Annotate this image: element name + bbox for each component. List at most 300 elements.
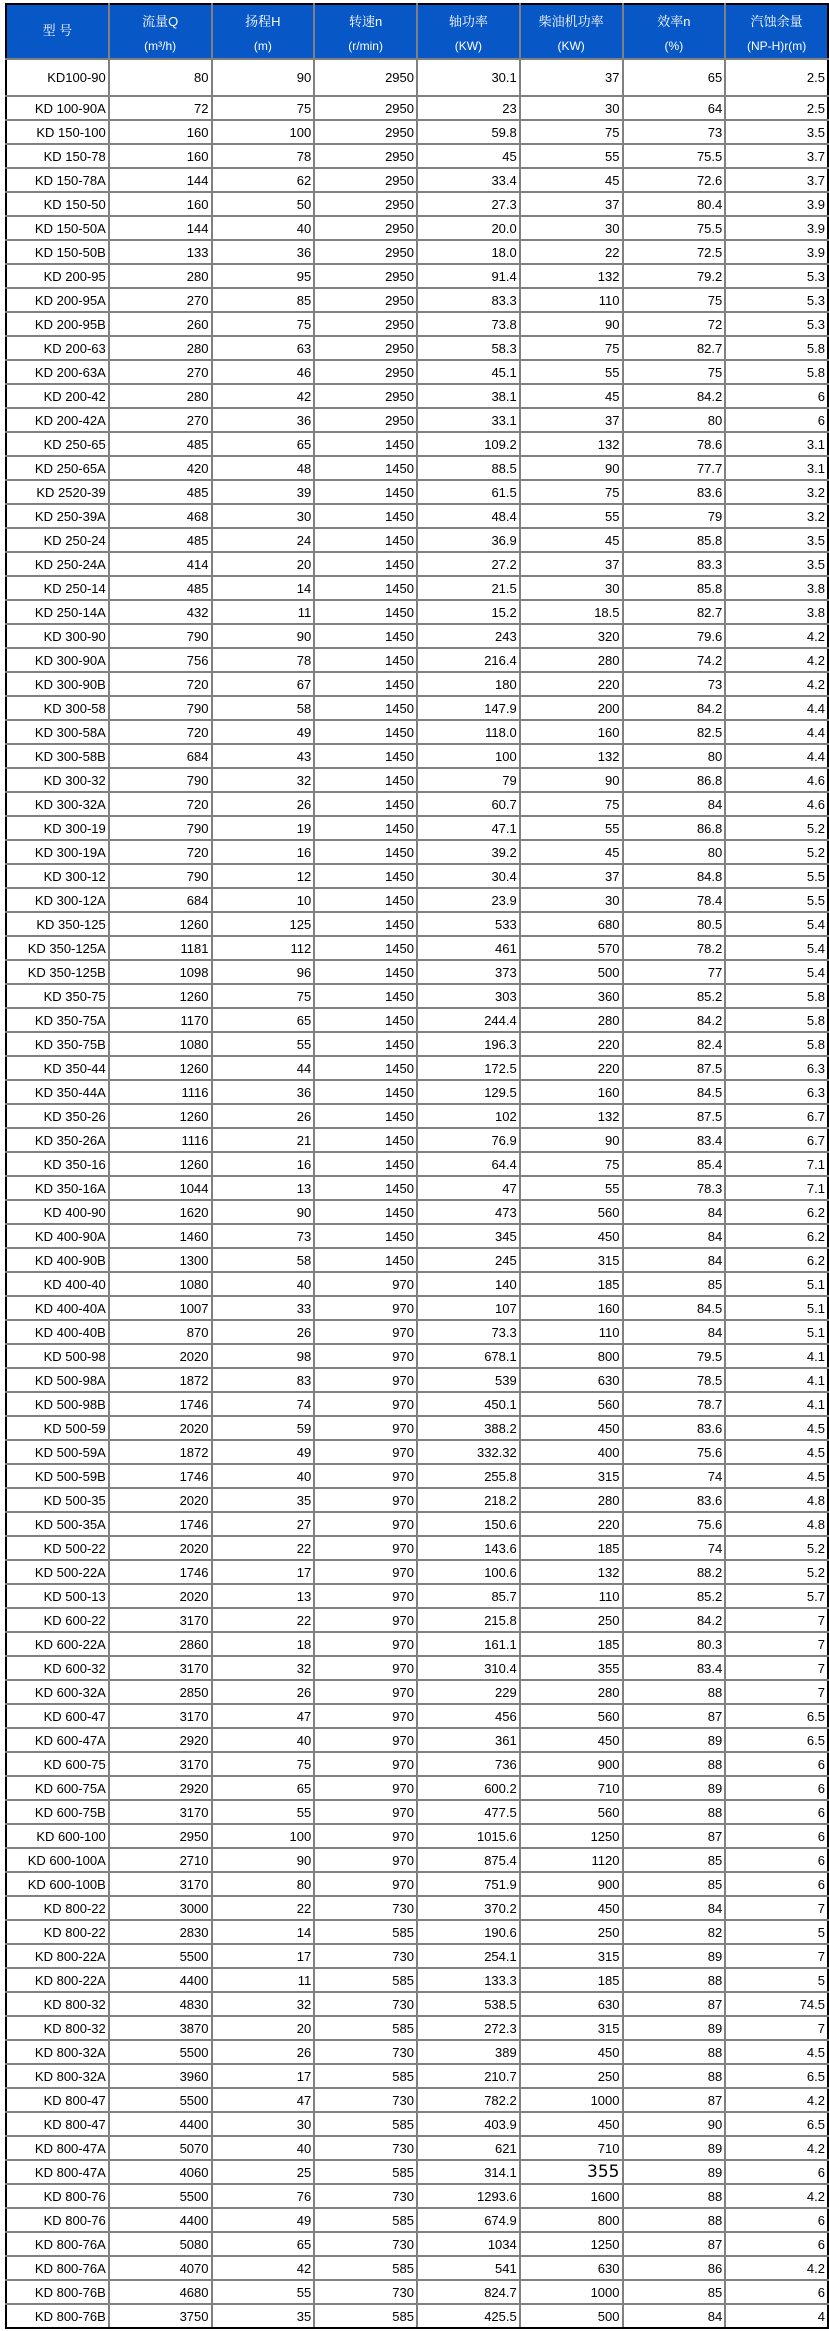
cell-flow: 1181 (109, 936, 212, 960)
cell-flow: 133 (109, 240, 212, 264)
cell-model: KD 500-22A (6, 1560, 109, 1584)
cell-flow: 5500 (109, 2088, 212, 2112)
cell-model: KD 300-32 (6, 768, 109, 792)
cell-diesel-power: 250 (520, 2064, 623, 2088)
header-unit-speed: (r/min) (348, 39, 383, 53)
cell-speed: 585 (314, 2208, 417, 2232)
cell-shaft-power: 473 (417, 1200, 520, 1224)
cell-model: KD 2520-39 (6, 480, 109, 504)
cell-head: 20 (212, 2016, 315, 2040)
cell-head: 85 (212, 288, 315, 312)
cell-head: 63 (212, 336, 315, 360)
cell-model: KD 500-13 (6, 1584, 109, 1608)
cell-shaft-power: 59.8 (417, 120, 520, 144)
cell-efficiency: 87 (623, 2088, 726, 2112)
cell-speed: 2950 (314, 312, 417, 336)
cell-speed: 1450 (314, 432, 417, 456)
cell-efficiency: 87 (623, 1824, 726, 1848)
cell-model: KD 500-59B (6, 1464, 109, 1488)
cell-head: 32 (212, 768, 315, 792)
cell-shaft-power: 736 (417, 1752, 520, 1776)
header-unit-flow: (m³/h) (144, 39, 177, 53)
cell-npsh: 4.5 (725, 2040, 828, 2064)
cell-npsh: 3.9 (725, 216, 828, 240)
cell-npsh: 6 (725, 1824, 828, 1848)
cell-shaft-power: 210.7 (417, 2064, 520, 2088)
cell-diesel-power: 75 (520, 120, 623, 144)
cell-model: KD 500-98A (6, 1368, 109, 1392)
table-row (6, 1656, 828, 1680)
cell-efficiency: 78.2 (623, 936, 726, 960)
cell-efficiency: 87 (623, 1992, 726, 2016)
cell-model: KD 350-75 (6, 984, 109, 1008)
cell-speed: 1450 (314, 624, 417, 648)
cell-shaft-power: 782.2 (417, 2088, 520, 2112)
cell-speed: 1450 (314, 1200, 417, 1224)
cell-efficiency: 64 (623, 96, 726, 120)
header-cell-head (212, 4, 315, 59)
cell-diesel-power: 500 (520, 2304, 623, 2328)
cell-npsh: 5.1 (725, 1272, 828, 1296)
cell-diesel-power: 55 (520, 816, 623, 840)
cell-speed: 1450 (314, 960, 417, 984)
cell-efficiency: 86.8 (623, 816, 726, 840)
cell-head: 75 (212, 984, 315, 1008)
cell-diesel-power: 37 (520, 864, 623, 888)
cell-head: 55 (212, 2280, 315, 2304)
cell-speed: 970 (314, 1680, 417, 1704)
cell-head: 55 (212, 1032, 315, 1056)
cell-head: 11 (212, 600, 315, 624)
cell-efficiency: 82 (623, 1920, 726, 1944)
cell-model: KD 500-22 (6, 1536, 109, 1560)
cell-head: 65 (212, 1008, 315, 1032)
table-row (6, 864, 828, 888)
cell-npsh: 2.5 (725, 96, 828, 120)
cell-model: KD 300-32A (6, 792, 109, 816)
cell-model: KD 500-35A (6, 1512, 109, 1536)
cell-npsh: 5.5 (725, 888, 828, 912)
cell-npsh: 74.5 (725, 1992, 828, 2016)
cell-shaft-power: 218.2 (417, 1488, 520, 1512)
cell-flow: 414 (109, 552, 212, 576)
cell-npsh: 6 (725, 2232, 828, 2256)
cell-speed: 585 (314, 2160, 417, 2184)
cell-model: KD 300-19 (6, 816, 109, 840)
cell-efficiency: 88 (623, 1968, 726, 1992)
cell-head: 58 (212, 1248, 315, 1272)
cell-speed: 730 (314, 2232, 417, 2256)
table-row (6, 2304, 828, 2328)
cell-speed: 2950 (314, 240, 417, 264)
cell-flow: 5500 (109, 2040, 212, 2064)
cell-shaft-power: 621 (417, 2136, 520, 2160)
cell-diesel-power: 450 (520, 1224, 623, 1248)
cell-speed: 970 (314, 1608, 417, 1632)
header-cell-speed (314, 4, 417, 59)
cell-flow: 3000 (109, 1896, 212, 1920)
cell-efficiency: 82.7 (623, 336, 726, 360)
cell-speed: 1450 (314, 1056, 417, 1080)
cell-efficiency: 83.6 (623, 480, 726, 504)
cell-speed: 1450 (314, 888, 417, 912)
cell-speed: 1450 (314, 1032, 417, 1056)
cell-efficiency: 73 (623, 120, 726, 144)
table-header-row (6, 4, 828, 59)
cell-head: 125 (212, 912, 315, 936)
cell-speed: 970 (314, 1392, 417, 1416)
cell-model: KD 600-22A (6, 1632, 109, 1656)
cell-diesel-power: 450 (520, 2040, 623, 2064)
cell-efficiency: 87.5 (623, 1056, 726, 1080)
cell-diesel-power: 315 (520, 1944, 623, 1968)
cell-speed: 970 (314, 1344, 417, 1368)
cell-diesel-power: 90 (520, 456, 623, 480)
cell-efficiency: 85.8 (623, 528, 726, 552)
cell-efficiency: 84 (623, 792, 726, 816)
cell-efficiency: 85 (623, 1872, 726, 1896)
cell-diesel-power: 360 (520, 984, 623, 1008)
table-row (6, 120, 828, 144)
table-row (6, 1440, 828, 1464)
cell-model: KD 600-32A (6, 1680, 109, 1704)
table-row (6, 1392, 828, 1416)
cell-flow: 432 (109, 600, 212, 624)
cell-efficiency: 78.7 (623, 1392, 726, 1416)
cell-head: 11 (212, 1968, 315, 1992)
cell-head: 40 (212, 1728, 315, 1752)
cell-shaft-power: 456 (417, 1704, 520, 1728)
table-body (6, 59, 828, 2328)
cell-head: 98 (212, 1344, 315, 1368)
cell-shaft-power: 389 (417, 2040, 520, 2064)
table-row (6, 1848, 828, 1872)
cell-shaft-power: 23 (417, 96, 520, 120)
cell-shaft-power: 85.7 (417, 1584, 520, 1608)
cell-head: 73 (212, 1224, 315, 1248)
header-unit-head: (m) (253, 39, 272, 53)
cell-diesel-power: 680 (520, 912, 623, 936)
cell-diesel-power: 450 (520, 1896, 623, 1920)
cell-npsh: 4.2 (725, 648, 828, 672)
cell-shaft-power: 600.2 (417, 1776, 520, 1800)
cell-shaft-power: 33.4 (417, 168, 520, 192)
cell-head: 90 (212, 59, 315, 96)
cell-npsh: 4.2 (725, 624, 828, 648)
cell-model: KD 800-47A (6, 2136, 109, 2160)
cell-diesel-power: 30 (520, 216, 623, 240)
table-row (6, 888, 828, 912)
cell-efficiency: 87 (623, 1704, 726, 1728)
cell-shaft-power: 332.32 (417, 1440, 520, 1464)
cell-flow: 5080 (109, 2232, 212, 2256)
cell-shaft-power: 45.1 (417, 360, 520, 384)
cell-model: KD 350-26A (6, 1128, 109, 1152)
cell-speed: 970 (314, 1752, 417, 1776)
cell-npsh: 7 (725, 1608, 828, 1632)
cell-head: 75 (212, 1752, 315, 1776)
table-row (6, 2160, 828, 2184)
table-row (6, 2064, 828, 2088)
cell-flow: 756 (109, 648, 212, 672)
cell-diesel-power: 132 (520, 1560, 623, 1584)
cell-npsh: 5.8 (725, 1008, 828, 1032)
cell-efficiency: 89 (623, 2160, 726, 2184)
cell-flow: 160 (109, 192, 212, 216)
cell-efficiency: 84.8 (623, 864, 726, 888)
cell-efficiency: 74 (623, 1536, 726, 1560)
cell-shaft-power: 38.1 (417, 384, 520, 408)
cell-npsh: 7 (725, 2016, 828, 2040)
cell-head: 75 (212, 96, 315, 120)
cell-model: KD 500-35 (6, 1488, 109, 1512)
cell-head: 90 (212, 624, 315, 648)
cell-model: KD 600-47 (6, 1704, 109, 1728)
cell-speed: 1450 (314, 912, 417, 936)
cell-diesel-power: 45 (520, 528, 623, 552)
cell-efficiency: 77.7 (623, 456, 726, 480)
cell-shaft-power: 425.5 (417, 2304, 520, 2328)
cell-speed: 1450 (314, 480, 417, 504)
cell-head: 112 (212, 936, 315, 960)
cell-npsh: 6.5 (725, 1704, 828, 1728)
cell-flow: 1620 (109, 1200, 212, 1224)
cell-speed: 1450 (314, 1224, 417, 1248)
cell-head: 100 (212, 120, 315, 144)
cell-efficiency: 83.4 (623, 1128, 726, 1152)
cell-head: 30 (212, 504, 315, 528)
cell-flow: 3170 (109, 1752, 212, 1776)
table-row (6, 1464, 828, 1488)
cell-diesel-power: 315 (520, 1248, 623, 1272)
cell-head: 18 (212, 1632, 315, 1656)
cell-efficiency: 88 (623, 2184, 726, 2208)
cell-head: 33 (212, 1296, 315, 1320)
header-cell-content (7, 5, 108, 56)
cell-model: KD 200-63A (6, 360, 109, 384)
cell-npsh: 7 (725, 1632, 828, 1656)
cell-flow: 2920 (109, 1776, 212, 1800)
cell-efficiency: 90 (623, 2112, 726, 2136)
cell-model: KD 500-59 (6, 1416, 109, 1440)
cell-speed: 585 (314, 2112, 417, 2136)
cell-model: KD 300-58A (6, 720, 109, 744)
cell-shaft-power: 244.4 (417, 1008, 520, 1032)
cell-model: KD 350-44 (6, 1056, 109, 1080)
cell-diesel-power: 355 (520, 2160, 623, 2184)
cell-efficiency: 84 (623, 1896, 726, 1920)
cell-head: 65 (212, 432, 315, 456)
cell-flow: 1007 (109, 1296, 212, 1320)
cell-flow: 4680 (109, 2280, 212, 2304)
cell-diesel-power: 1250 (520, 2232, 623, 2256)
cell-speed: 1450 (314, 504, 417, 528)
cell-head: 42 (212, 384, 315, 408)
cell-speed: 2950 (314, 59, 417, 96)
cell-npsh: 3.7 (725, 168, 828, 192)
cell-shaft-power: 370.2 (417, 1896, 520, 1920)
cell-head: 59 (212, 1416, 315, 1440)
cell-model: KD 300-58 (6, 696, 109, 720)
cell-npsh: 4.8 (725, 1512, 828, 1536)
cell-shaft-power: 47.1 (417, 816, 520, 840)
table-row (6, 1728, 828, 1752)
cell-diesel-power: 185 (520, 1536, 623, 1560)
table-row (6, 264, 828, 288)
cell-head: 16 (212, 1152, 315, 1176)
table-row (6, 480, 828, 504)
cell-diesel-power: 55 (520, 504, 623, 528)
cell-efficiency: 87 (623, 2232, 726, 2256)
table-row (6, 1968, 828, 1992)
cell-flow: 4400 (109, 1968, 212, 1992)
cell-shaft-power: 255.8 (417, 1464, 520, 1488)
cell-shaft-power: 33.1 (417, 408, 520, 432)
cell-flow: 5500 (109, 1944, 212, 1968)
cell-flow: 2950 (109, 1824, 212, 1848)
table-row (6, 816, 828, 840)
cell-speed: 1450 (314, 1008, 417, 1032)
cell-head: 65 (212, 2232, 315, 2256)
cell-shaft-power: 118.0 (417, 720, 520, 744)
header-cell-content (213, 5, 314, 56)
cell-model: KD 600-75 (6, 1752, 109, 1776)
cell-model: KD 350-16 (6, 1152, 109, 1176)
cell-shaft-power: 91.4 (417, 264, 520, 288)
cell-diesel-power: 220 (520, 672, 623, 696)
cell-speed: 2950 (314, 168, 417, 192)
cell-diesel-power: 1000 (520, 2088, 623, 2112)
cell-efficiency: 80 (623, 744, 726, 768)
cell-head: 36 (212, 240, 315, 264)
cell-diesel-power: 1600 (520, 2184, 623, 2208)
cell-efficiency: 82.4 (623, 1032, 726, 1056)
cell-model: KD 600-47A (6, 1728, 109, 1752)
cell-npsh: 6.3 (725, 1056, 828, 1080)
cell-npsh: 5.3 (725, 288, 828, 312)
cell-flow: 2850 (109, 1680, 212, 1704)
cell-speed: 970 (314, 1872, 417, 1896)
header-cell-content (418, 5, 519, 56)
table-row (6, 1584, 828, 1608)
cell-efficiency: 84 (623, 1224, 726, 1248)
cell-shaft-power: 245 (417, 1248, 520, 1272)
cell-model: KD 250-24 (6, 528, 109, 552)
cell-model: KD 400-90A (6, 1224, 109, 1248)
cell-speed: 585 (314, 2256, 417, 2280)
cell-shaft-power: 674.9 (417, 2208, 520, 2232)
cell-flow: 3170 (109, 1800, 212, 1824)
cell-model: KD 600-75A (6, 1776, 109, 1800)
cell-efficiency: 84.5 (623, 1080, 726, 1104)
cell-head: 30 (212, 2112, 315, 2136)
cell-npsh: 4.4 (725, 744, 828, 768)
cell-efficiency: 84.2 (623, 384, 726, 408)
cell-diesel-power: 75 (520, 480, 623, 504)
cell-efficiency: 83.4 (623, 1656, 726, 1680)
table-row (6, 2016, 828, 2040)
cell-model: KD 250-24A (6, 552, 109, 576)
cell-shaft-power: 196.3 (417, 1032, 520, 1056)
cell-diesel-power: 630 (520, 1368, 623, 1392)
cell-flow: 720 (109, 792, 212, 816)
cell-speed: 2950 (314, 216, 417, 240)
cell-npsh: 4.2 (725, 2136, 828, 2160)
cell-head: 49 (212, 2208, 315, 2232)
cell-head: 40 (212, 2136, 315, 2160)
cell-npsh: 3.1 (725, 456, 828, 480)
table-row (6, 336, 828, 360)
cell-speed: 970 (314, 1488, 417, 1512)
table-row (6, 552, 828, 576)
cell-diesel-power: 250 (520, 1608, 623, 1632)
cell-diesel-power: 90 (520, 312, 623, 336)
cell-speed: 1450 (314, 936, 417, 960)
cell-npsh: 5.1 (725, 1320, 828, 1344)
cell-flow: 790 (109, 816, 212, 840)
header-unit-npsh: (NP-H)r(m) (746, 39, 807, 53)
header-cell-shaft-power (417, 4, 520, 59)
cell-head: 44 (212, 1056, 315, 1080)
table-row (6, 1488, 828, 1512)
cell-head: 78 (212, 144, 315, 168)
cell-flow: 2020 (109, 1536, 212, 1560)
cell-model: KD 500-98 (6, 1344, 109, 1368)
cell-flow: 72 (109, 96, 212, 120)
cell-speed: 1450 (314, 528, 417, 552)
cell-efficiency: 84 (623, 1200, 726, 1224)
cell-head: 62 (212, 168, 315, 192)
cell-diesel-power: 200 (520, 696, 623, 720)
cell-flow: 1260 (109, 1056, 212, 1080)
cell-npsh: 3.5 (725, 552, 828, 576)
cell-efficiency: 80 (623, 840, 726, 864)
cell-speed: 2950 (314, 288, 417, 312)
cell-diesel-power: 45 (520, 168, 623, 192)
cell-model: KD 800-32 (6, 2016, 109, 2040)
cell-shaft-power: 450.1 (417, 1392, 520, 1416)
cell-diesel-power: 22 (520, 240, 623, 264)
cell-diesel-power: 75 (520, 792, 623, 816)
table-row (6, 2256, 828, 2280)
cell-model: KD 400-40A (6, 1296, 109, 1320)
header-label-shaft-power: 轴功率 (448, 14, 488, 29)
cell-model: KD 200-95A (6, 288, 109, 312)
header-unit-efficiency: (%) (664, 39, 684, 53)
cell-npsh: 5.8 (725, 336, 828, 360)
cell-npsh: 4.2 (725, 2088, 828, 2112)
cell-speed: 730 (314, 1944, 417, 1968)
cell-npsh: 5.4 (725, 936, 828, 960)
table-row (6, 840, 828, 864)
cell-speed: 970 (314, 1320, 417, 1344)
cell-speed: 1450 (314, 792, 417, 816)
cell-speed: 2950 (314, 192, 417, 216)
table-row (6, 504, 828, 528)
cell-npsh: 5.4 (725, 960, 828, 984)
cell-head: 78 (212, 648, 315, 672)
cell-flow: 1746 (109, 1464, 212, 1488)
cell-flow: 790 (109, 864, 212, 888)
cell-efficiency: 88 (623, 1752, 726, 1776)
cell-model: KD 600-100B (6, 1872, 109, 1896)
cell-head: 36 (212, 408, 315, 432)
cell-efficiency: 82.7 (623, 600, 726, 624)
cell-shaft-power: 314.1 (417, 2160, 520, 2184)
cell-model: KD 800-76B (6, 2304, 109, 2328)
cell-speed: 970 (314, 1440, 417, 1464)
cell-diesel-power: 500 (520, 960, 623, 984)
